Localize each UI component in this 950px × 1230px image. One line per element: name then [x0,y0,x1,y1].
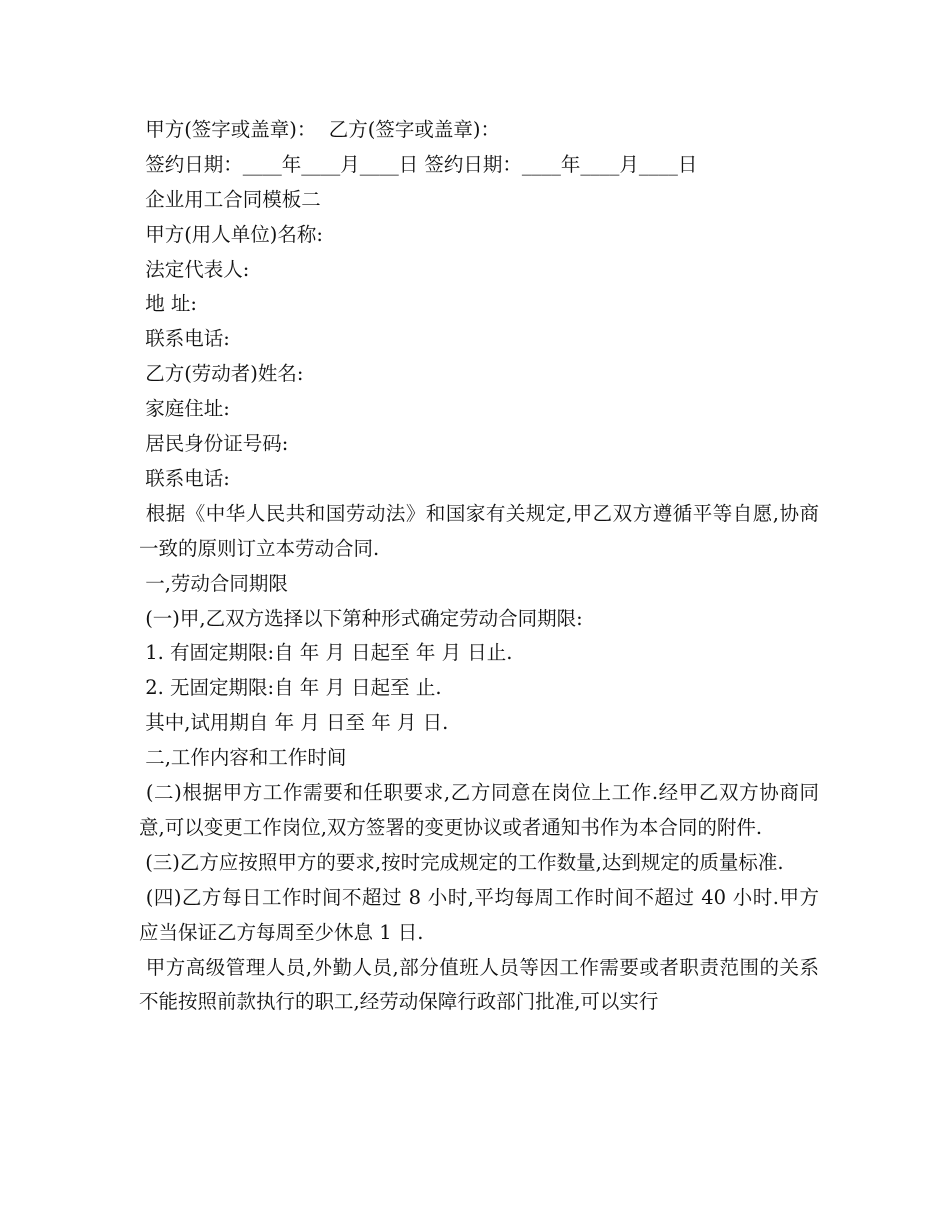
clause-fixed-term: 1. 有固定期限:自 年 月 日起至 年 月 日止. [139,641,513,665]
clause-work-quality: (三)乙方应按照甲方的要求,按时完成规定的工作数量,达到规定的质量标准. [139,850,784,874]
clause-open-term: 2. 无固定期限:自 年 月 日起至 止. [139,676,442,700]
clause-special-hours: 甲方高级管理人员,外勤人员,部分值班人员等因工作需要或者职责范围的关系不能按照前款执行的职工,经劳动保障行政部门批准,可以实行 [139,955,819,1014]
employer-phone-field: 联系电话: [139,327,230,351]
clause-job-position: (二)根据甲方工作需要和任职要求,乙方同意在岗位上工作.经甲乙双方协商同意,可以变更工作岗位,双方签署的变更协议或者通知书作为本合同的附件. [139,781,819,839]
employee-phone-field: 联系电话: [139,466,230,490]
address-field: 地 址: [139,292,197,316]
preamble-paragraph: 根据《中华人民共和国劳动法》和国家有关规定,甲乙双方遵循平等自愿,协商一致的原则订立本劳动合同. [139,501,819,560]
signature-line: 甲方(签字或盖章)： 乙方(签字或盖章)： [139,118,501,141]
document-page [139,113,819,1020]
id-number-field: 居民身份证号码: [139,432,289,456]
section-heading-work: 二,工作内容和工作时间 [139,746,347,770]
section-heading-term: 一,劳动合同期限 [139,571,288,595]
legal-representative-field: 法定代表人: [139,257,250,281]
sign-date-line: 签约日期：____年____月____日 签约日期：____年____月____日 [139,152,698,176]
employee-name-field: 乙方(劳动者)姓名: [139,362,304,386]
clause-probation: 其中,试用期自 年 月 日至 年 月 日. [139,711,449,735]
home-address-field: 家庭住址: [139,397,230,421]
employer-name-field: 甲方(用人单位)名称: [139,222,323,246]
clause-work-hours: (四)乙方每日工作时间不超过 8 小时,平均每周工作时间不超过 40 小时.甲方应当保证乙方每周至少休息 1 日. [139,885,819,944]
clause-term-choice: (一)甲,乙双方选择以下第种形式确定劳动合同期限: [139,606,583,630]
template-title: 企业用工合同模板二 [139,187,321,211]
